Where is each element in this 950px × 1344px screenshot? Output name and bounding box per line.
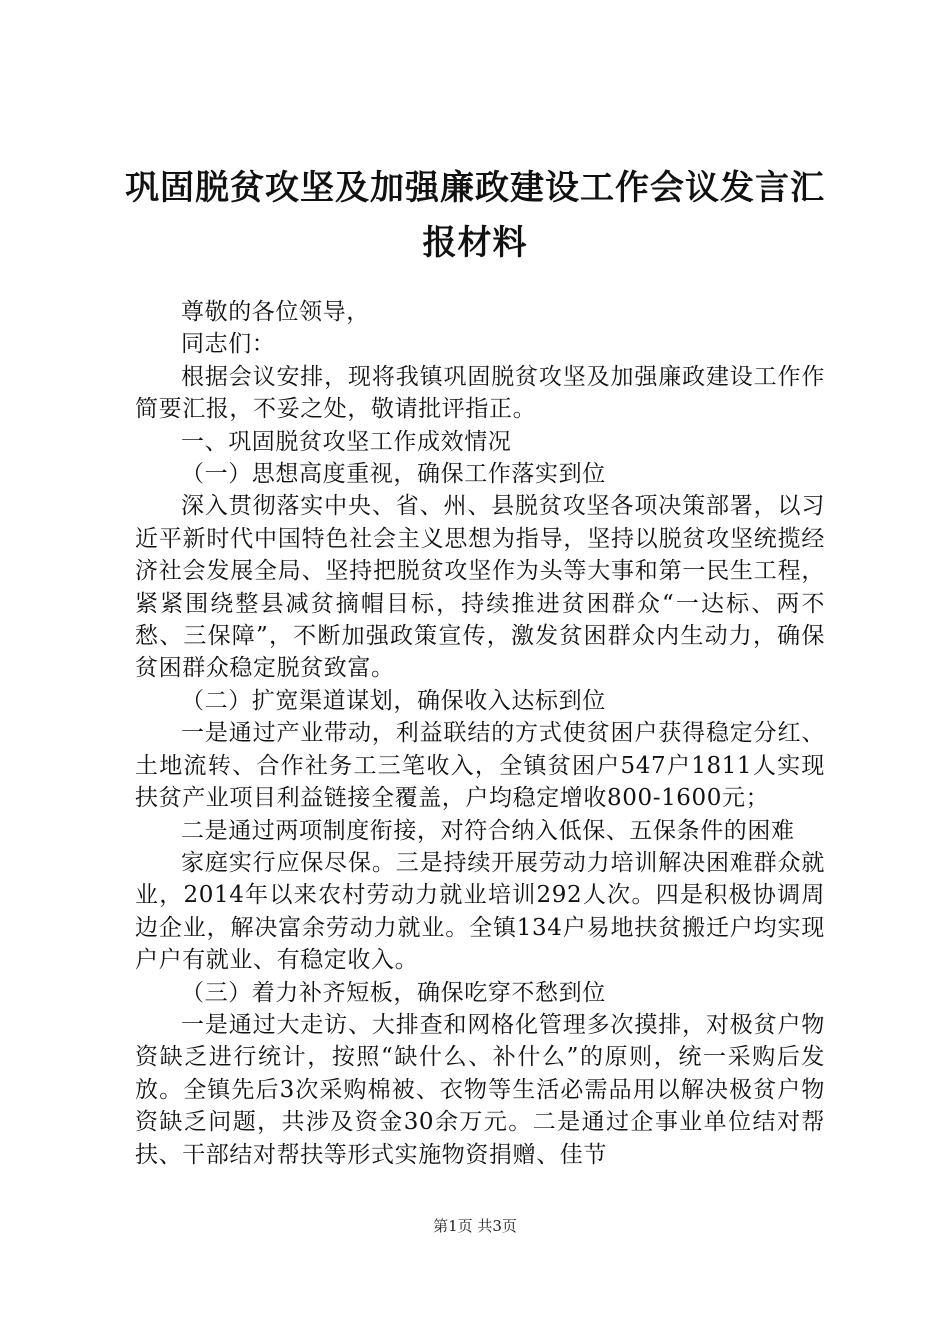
- document-title-line-2: 报材料: [422, 223, 528, 263]
- subsection-heading-1: （一）思想高度重视，确保工作落实到位: [181, 461, 606, 488]
- body-paragraph-3: 二是通过两项制度衔接，对符合纳入低保、五保条件的困难: [181, 817, 795, 844]
- document-title-line-1: 巩固脱贫攻坚及加强廉政建设工作会议发言汇: [125, 168, 825, 208]
- salutation-leaders: 尊敬的各位领导，: [181, 299, 370, 325]
- document-body: [135, 296, 825, 1171]
- subsection-heading-3: （三）着力补齐短板，确保吃穿不愁到位: [181, 979, 606, 1006]
- body-paragraph-5: 一是通过大走访、大排查和网格化管理多次摸排，对极贫户物资缺乏进行统计，按照“缺什么、补什么”的原则，统一采购后发放。全镇先后3次采购棉被、衣物等生活必需品用以解决极贫户物资缺乏问题，共涉及资金30余万元。二是通过企事业单位结对帮扶、干部结对帮扶等形式实施物资捐赠、佳节: [135, 1011, 825, 1168]
- salutation-comrades: 同志们：: [181, 331, 276, 358]
- body-paragraph-2: 一是通过产业带动，利益联结的方式使贫困户获得稳定分红、土地流转、合作社务工三笔收入，全镇贫困户547户1811人实现扶贫产业项目利益链接全覆盖，户均稳定增收800-1600元；: [135, 720, 825, 812]
- intro-paragraph: 根据会议安排，现将我镇巩固脱贫攻坚及加强廉政建设工作作简要汇报，不妥之处，敬请批评指正。: [135, 363, 825, 423]
- subsection-heading-2: （二）扩宽渠道谋划，确保收入达标到位: [181, 687, 606, 714]
- body-paragraph-4: 家庭实行应保尽保。三是持续开展劳动力培训解决困难群众就业，2014年以来农村劳动力就业培训292人次。四是积极协调周边企业，解决富余劳动力就业。全镇134户易地扶贫搬迁户均实现户户有就业、有稳定收入。: [135, 849, 825, 974]
- section-heading-1: 一、巩固脱贫攻坚工作成效情况: [181, 428, 512, 455]
- body-paragraph-1: 深入贯彻落实中央、省、州、县脱贫攻坚各项决策部署，以习近平新时代中国特色社会主义思想为指导，坚持以脱贫攻坚统揽经济社会发展全局、坚持把脱贫攻坚作为头等大事和第一民生工程，紧紧围绕整县减贫摘帽目标，持续推进贫困群众“一达标、两不愁、三保障”，不断加强政策宣传，激发贫困群众内生动力，确保贫困群众稳定脱贫致富。: [135, 493, 825, 682]
- page-number-footer: 第1页 共3页: [433, 1217, 517, 1235]
